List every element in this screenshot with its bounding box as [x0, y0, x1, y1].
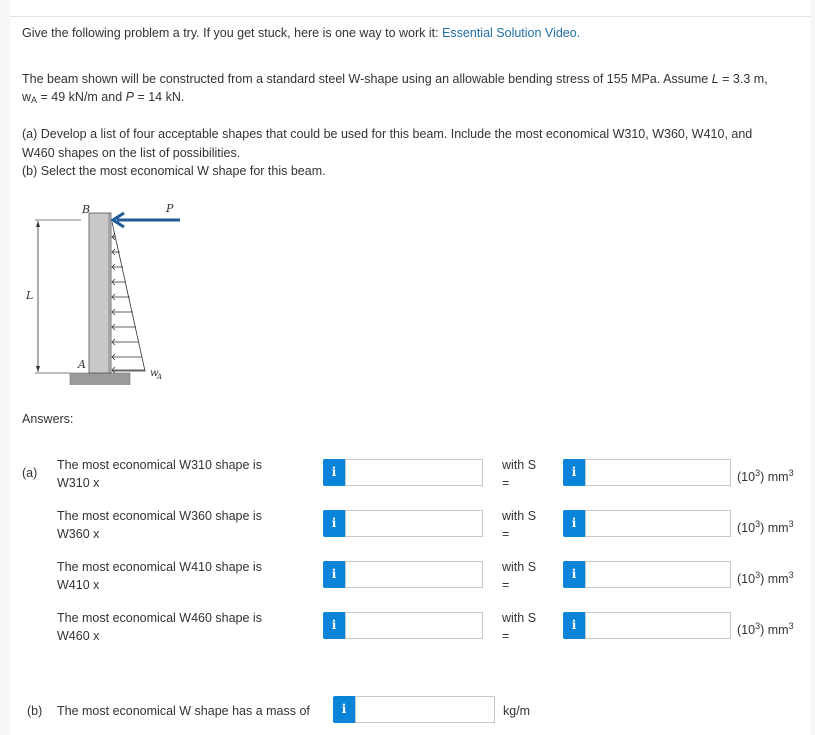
cantilever-column-figure: [10, 195, 210, 385]
part-a-marker: (a): [22, 466, 38, 480]
w310-question-line2: W310 x: [57, 476, 100, 490]
info-icon[interactable]: i: [323, 459, 345, 486]
section-modulus-unit: $(10^3)$ $mm^3$: [737, 621, 794, 637]
with-s-label: with S: [502, 458, 537, 472]
equals-sign: =: [502, 629, 510, 643]
essential-solution-video-link[interactable]: Essential Solution Video.: [442, 26, 581, 40]
w460-question-line2: W460 x: [57, 629, 100, 643]
info-icon[interactable]: i: [563, 612, 585, 639]
with-s-label: with S: [502, 611, 537, 625]
part-a-text-2: W460 shapes on the list of possibilities.: [22, 146, 241, 160]
mass-input[interactable]: [355, 696, 495, 723]
info-icon[interactable]: i: [333, 696, 355, 723]
info-icon[interactable]: i: [323, 561, 345, 588]
with-s-label: with S: [502, 509, 537, 523]
info-icon[interactable]: i: [323, 510, 345, 537]
problem-line-1: The beam shown will be constructed from a standard steel W-shape using an allowable bending stress of 155 MPa. Assume L = 3.3 m,: [22, 72, 768, 86]
part-b-marker: (b): [27, 704, 43, 718]
w460-question-line1: The most economical W460 shape is: [57, 611, 262, 625]
w460-shape-input[interactable]: [345, 612, 483, 639]
w410-question-line2: W410 x: [57, 578, 100, 592]
equals-sign: =: [502, 527, 510, 541]
equals-sign: =: [502, 578, 510, 592]
w360-question-line1: The most economical W360 shape is: [57, 509, 262, 523]
section-modulus-unit: $(10^3)$ $mm^3$: [737, 468, 794, 484]
w310-question-line1: The most economical W310 shape is: [57, 458, 262, 472]
info-icon[interactable]: i: [563, 459, 585, 486]
page-title: [22, 0, 223, 4]
w410-shape-input[interactable]: [345, 561, 483, 588]
with-s-label: with S: [502, 560, 537, 574]
svg-text:w: w: [150, 368, 159, 379]
w310-shape-input[interactable]: [345, 459, 483, 486]
svg-text:A: A: [157, 373, 163, 381]
w410-section-modulus-input[interactable]: [585, 561, 731, 588]
info-icon[interactable]: i: [323, 612, 345, 639]
section-modulus-unit: $(10^3)$ $mm^3$: [737, 570, 794, 586]
assignment-page: [10, 0, 810, 735]
svg-text:P: P: [166, 202, 174, 215]
w360-question-line2: W360 x: [57, 527, 100, 541]
w410-question-line1: The most economical W410 shape is: [57, 560, 262, 574]
svg-text:B: B: [82, 203, 91, 216]
answers-heading: Answers:: [22, 412, 74, 426]
equals-sign: =: [502, 476, 510, 490]
w460-section-modulus-input[interactable]: [585, 612, 731, 639]
part-a-text-1: (a) Develop a list of four acceptable shapes that could be used for this beam. Include the most economical W310, W360, W410, and: [22, 127, 753, 141]
part-b-question: The most economical W shape has a mass of: [57, 704, 310, 718]
svg-text:L: L: [26, 289, 34, 302]
info-icon[interactable]: i: [563, 510, 585, 537]
problem-line-2: $w_A = 49$ kN/m and P = 14 kN.: [22, 90, 185, 105]
part-b-text: (b) Select the most economical W shape for this beam.: [22, 164, 326, 178]
header-divider: [10, 16, 810, 17]
beam-diagram: [10, 195, 210, 390]
mass-unit: kg/m: [503, 704, 531, 718]
section-modulus-unit: $(10^3)$ $mm^3$: [737, 519, 794, 535]
w310-section-modulus-input[interactable]: [585, 459, 731, 486]
info-icon[interactable]: i: [563, 561, 585, 588]
w360-shape-input[interactable]: [345, 510, 483, 537]
intro-text: Give the following problem a try. If you get stuck, here is one way to work it: Essential Solution Video.: [22, 26, 581, 40]
w360-section-modulus-input[interactable]: [585, 510, 731, 537]
svg-text:A: A: [78, 358, 86, 371]
